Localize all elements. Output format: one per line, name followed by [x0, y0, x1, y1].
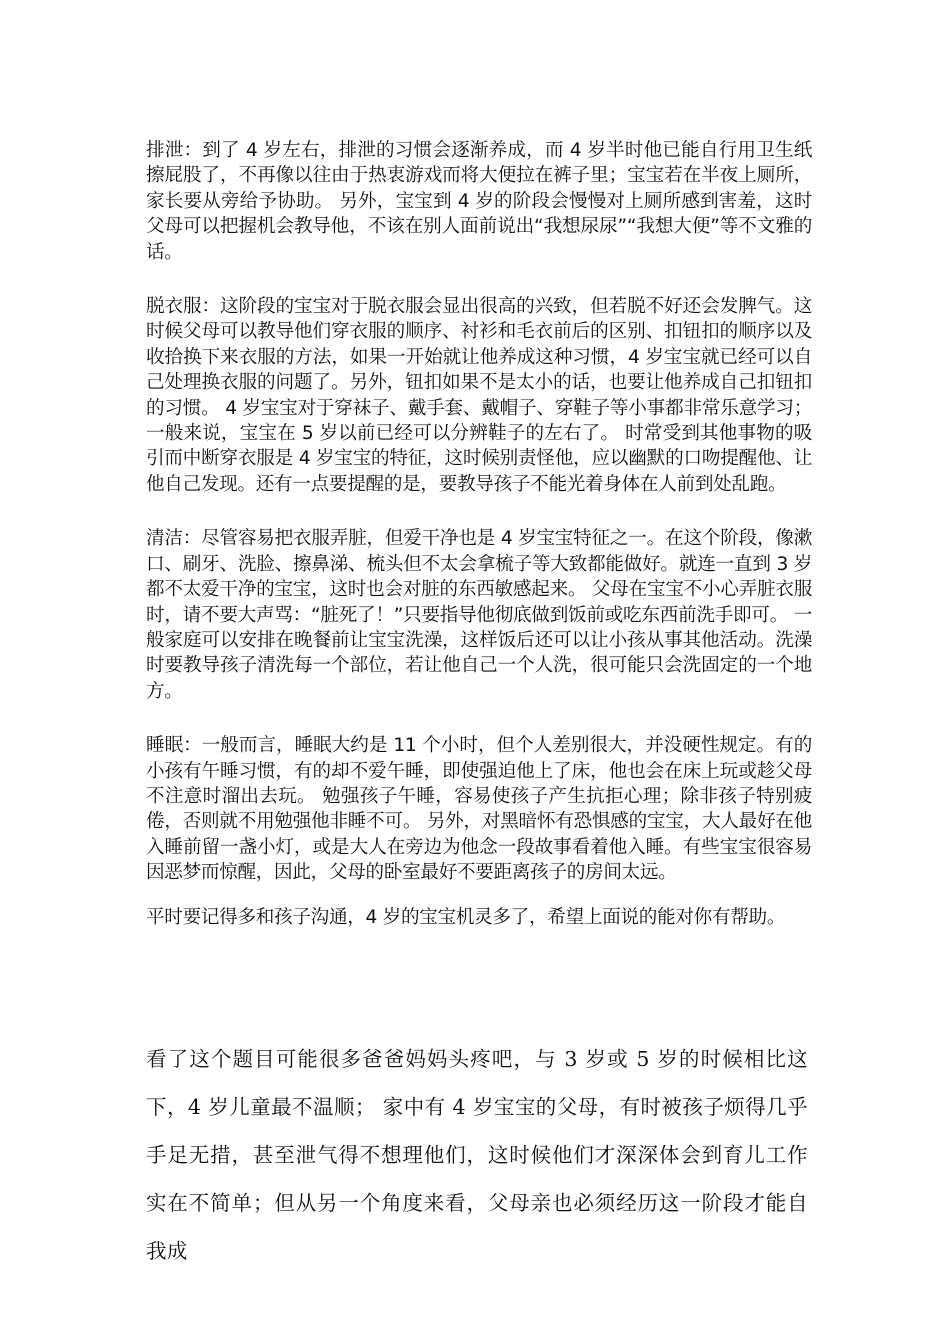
- paragraph-undressing: 脱衣服：这阶段的宝宝对于脱衣服会显出很高的兴致，但若脱不好还会发脾气。这时候父母可以教导他们穿衣服的顺序、衬衫和毛衣前后的区别、扣钮扣的顺序以及收拾换下来衣服的方法，如果一开始就让他养成这种习惯，4 岁宝宝就已经可以自己处理换衣服的问题了。另外，钮扣如果不是太小的话，也要让他养成自己扣钮扣的习惯。 4 岁宝宝对于穿袜子、戴手套、戴帽子、穿鞋子等小事都非常乐意学习；一般来说，宝宝在 5 岁以前已经可以分辨鞋子的左右了。 时常受到其他事物的吸引而中断穿衣服是 4 岁宝宝的特征，这时候别责怪他，应以幽默的口吻提醒他、让他自己发现。还有一点要提醒的是，要教导孩子不能光着身体在人前到处乱跑。: [146, 296, 812, 495]
- paragraph-intro: 看了这个题目可能很多爸爸妈妈头疼吧，与 3 岁或 5 岁的时候相比这下，4 岁儿童最不温顺； 家中有 4 岁宝宝的父母，有时被孩子烦得几乎手足无措，甚至泄气得不想理他们，这时候他们才深深体会到育儿工作实在不简单；但从另一个角度来看，父母亲也必须经历这一阶段才能自我成: [146, 1047, 808, 1263]
- paragraph-sleep: 睡眠：一般而言，睡眠大约是 11 个小时，但个人差别很大，并没硬性规定。有的小孩有午睡习惯，有的却不爱午睡，即使强迫他上了床，他也会在床上玩或趁父母不注意时溜出去玩。 勉强孩子午睡，容易使孩子产生抗拒心理；除非孩子特别疲倦，否则就不用勉强他非睡不可。 另外，对黑暗怀有恐惧感的宝宝，大人最好在他入睡前留一盏小灯，或是大人在旁边为他念一段故事看着他入睡。有些宝宝很容易因恶梦而惊醒，因此，父母的卧室最好不要距离孩子的房间太远。: [146, 735, 812, 884]
- body-section: [146, 138, 812, 930]
- paragraph-closing: 平时要记得多和孩子沟通，4 岁的宝宝机灵多了，希望上面说的能对你有帮助。: [146, 906, 786, 928]
- intro-section: [146, 1035, 808, 1275]
- paragraph-toileting: 排泄：到了 4 岁左右，排泄的习惯会逐渐养成，而 4 岁半时他已能自行用卫生纸擦屁股了，不再像以往由于热衷游戏而将大便拉在裤子里；宝宝若在半夜上厕所，家长要从旁给予协助。 另外，宝宝到 4 岁的阶段会慢慢对上厕所感到害羞，这时父母可以把握机会教导他，不该在别人面前说出“我想尿尿”“我想大便”等不文雅的话。: [146, 140, 812, 263]
- paragraph-cleanliness: 清洁：尽管容易把衣服弄脏，但爱干净也是 4 岁宝宝特征之一。在这个阶段，像漱口、刷牙、洗脸、擦鼻涕、梳头但不太会拿梳子等大致都能做好。就连一直到 3 岁都不太爱干净的宝宝，这时也会对脏的东西敏感起来。 父母在宝宝不小心弄脏衣服时，请不要大声骂：“脏死了！”只要指导他彻底做到饭前或吃东西前洗手即可。 一般家庭可以安排在晚餐前让宝宝洗澡，这样饭后还可以让小孩从事其他活动。洗澡时要教导孩子清洗每一个部位，若让他自己一个人洗，很可能只会洗固定的一个地方。: [146, 528, 812, 702]
